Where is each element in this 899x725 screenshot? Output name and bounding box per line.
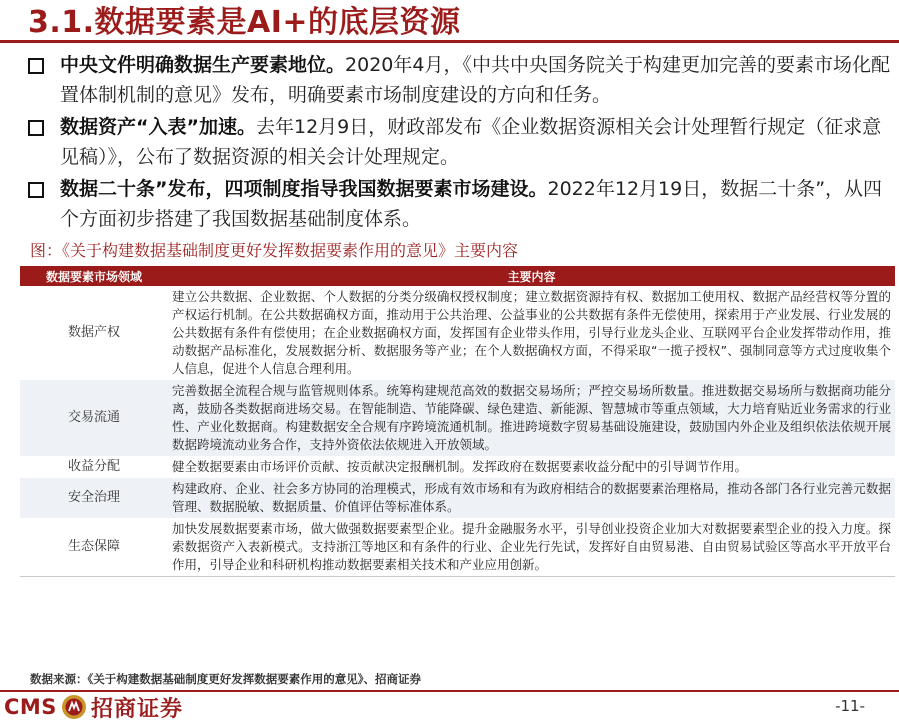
table-cell-content: 完善数据全流程合规与监管规则体系。统筹构建规范高效的数据交易场所；严控交易场所数量。推进数据交易场所与数据商功能分离，鼓励各类数据商进场交易。在智能制造、节能降碳、绿色建造、新能源、智慧城市等重点领域，大力培育贴近业务需求的行业性、产业化数据商。构建数据安全合规有序跨境流通机制。推进跨境数字贸易基础设施建设，鼓励国内外企业及组织依法依规开展数据跨境流动业务合作，支持外资依法依规进入开放领域。	[168, 380, 895, 456]
bullet-list	[26, 50, 892, 236]
table-cell-content: 构建政府、企业、社会多方协同的治理模式，形成有效市场和有为政府相结合的数据要素治理格局，推动各部门各行业完善元数据管理、数据脱敏、数据质量、价值评估等标准体系。	[168, 478, 895, 518]
table-cell-domain: 交易流通	[20, 380, 168, 456]
table-header-content: 主要内容	[168, 266, 895, 286]
bullet-lead: 数据资产“入表”加速。	[60, 116, 256, 138]
table-cell-content: 建立公共数据、企业数据、个人数据的分类分级确权授权制度；建立数据资源持有权、数据加工使用权、数据产品经营权等分置的产权运行机制。在公共数据确权方面，推动用于公共治理、公益事业的公共数据有条件无偿使用，探索用于产业发展、行业发展的公共数据有条件有偿使用；在企业数据确权方面，发挥国有企业带头作用，引导行业龙头企业、互联网平台企业发挥带动作用，推动数据产品标准化，发展数据分析、数据服务等产业；在个人数据确权方面，不得采取“一揽子授权”、强制同意等方式过度收集个人信息，促进个人信息合理利用。	[168, 286, 895, 380]
square-bullet-icon	[28, 58, 44, 74]
bullet-lead: 中央文件明确数据生产要素地位。	[60, 54, 346, 76]
table-cell-domain: 收益分配	[20, 456, 168, 478]
company-logo	[4, 692, 183, 722]
source-note: 数据来源：《关于构建数据基础制度更好发挥数据要素作用的意见》、招商证券	[30, 672, 421, 686]
bullet-text: 2020年4月，《中共中央国务院关于构建更加完善的要素市场化配置体制机制的意见》发布，明确要素市场制度建设的方向和任务。	[60, 54, 890, 106]
table-cell-content: 健全数据要素由市场评价贡献、按贡献决定报酬机制。发挥政府在数据要素收益分配中的引导调节作用。	[168, 456, 895, 478]
table-row	[20, 518, 895, 577]
bullet-lead: 数据二十条”发布，四项制度指导我国数据要素市场建设。	[60, 178, 548, 200]
table-row	[20, 478, 895, 518]
table-cell-content: 加快发展数据要素市场，做大做强数据要素型企业。提升金融服务水平，引导创业投资企业加大对数据要素型企业的投入力度。探索数据资产入表新模式。支持浙江等地区和有条件的行业、企业先行先试，发挥好自由贸易港、自由贸易试验区等高水平开放平台作用，引导企业和科研机构推动数据要素相关技术和产业应用创新。	[168, 518, 895, 577]
page-number: -11-	[835, 697, 865, 715]
bullet-item	[26, 112, 892, 172]
bullet-text: 2022年12月19日，数据二十条”，从四个方面初步搭建了我国数据基础制度体系。	[60, 178, 883, 230]
content-table	[20, 266, 895, 577]
logo-brand-text: 招商证券	[90, 696, 183, 722]
page-title: 3.1.数据要素是AI+的底层资源	[28, 5, 461, 40]
table-row	[20, 286, 895, 380]
logo-mark-icon	[61, 694, 87, 720]
table-header-domain: 数据要素市场领域	[20, 266, 168, 286]
table-cell-domain: 数据产权	[20, 286, 168, 380]
bullet-text: 去年12月9日，财政部发布《企业数据资源相关会计处理暂行规定（征求意见稿）》，公布了数据资源的相关会计处理规定。	[60, 116, 882, 168]
figure-caption: 图：《关于构建数据基础制度更好发挥数据要素作用的意见》主要内容	[30, 241, 519, 260]
title-divider	[0, 40, 899, 43]
bullet-item	[26, 174, 892, 234]
table-header-row	[20, 266, 895, 286]
square-bullet-icon	[28, 120, 44, 136]
table-row	[20, 456, 895, 478]
square-bullet-icon	[28, 182, 44, 198]
logo-cms-text: CMS	[4, 695, 57, 719]
table-cell-domain: 生态保障	[20, 518, 168, 577]
bullet-item	[26, 50, 892, 110]
table-cell-domain: 安全治理	[20, 478, 168, 518]
table-row	[20, 380, 895, 456]
